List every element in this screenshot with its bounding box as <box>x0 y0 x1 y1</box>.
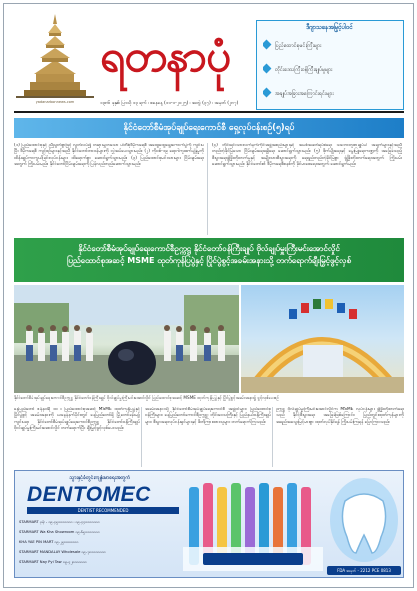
ad-contact-line: STARMART MANDALAY Wholesale ၀၉-၇၈၀၀၀၀၀၀၀ <box>19 550 106 554</box>
lead-column-left: (၁) ပြည်ထောင်စုနှင့် ညီညွတ်စွာဖြင့် လွတ်လပ်၍ တရားမျှတသော ပါတီစုံဒီမိုကရေစီ အထွေထွေရွေးကောက်ပွဲကို ကျင်းပပြီး ဒီမိုကရေစီ ကျင့်စဉ်များနှင့်အညီ နိုင်ငံတော်တာဝန်များကို လွှဲအပ်ပေးသွားမည်။ (၂) ကိုဗစ်-၁၉ ရောဂါကူးစက်ပျံ့နှံ့မှုကို ထိန်းချုပ်ကာကွယ်ခြင်းလုပ်ငန်းများ ထိရောက်စွာ ဆောင်ရွက်သွားမည်။ (၃) ပြည်ထောင်စုမင်းသားများ ငြိမ်းချမ်းရေးအတွက် ကြိုးပမ်းမည်။ နိုင်ငံတော်ငြိမ်းချမ်းရေးကို ပြန်လည်တည်ဆောက်သွားမည်။ <box>14 143 204 168</box>
masthead-title: ရတနာပုံ <box>100 31 231 82</box>
ad-contact-line: STARMART ဖုန်း - ၀၉-၄၅၀၀၀၀၀၀၀ ၊ ၀၉-၄၄၀၀၀၀၀၀၀ <box>19 520 100 524</box>
exhibition-gate-photo[interactable] <box>241 285 404 393</box>
teaser-item[interactable]: ပြည်ထောင်စုမင်းကြီးများ <box>263 39 399 53</box>
ad-contact-line: STARMART Wa Kha Showroom ၀၉-၆၅၀၀၀၀၀၀၀ <box>19 530 100 534</box>
palace-emblem-logo <box>14 12 96 102</box>
main-headline[interactable] <box>14 238 404 282</box>
ad-contact-line: STARMART Nay Pyi Taw ၀၉-၄၂၀၀၀၀၀၀၀ <box>19 560 87 564</box>
ad-tagline: သွားနှင့်ခံတွင်းကျန်းမာရေးအတွက် <box>69 475 131 481</box>
photo-caption: နိုင်ငံတော်စီမံအုပ်ချုပ်ရေးကောင်စီဥက္ကဋ္ဌ နိုင်ငံတော်ဝန်ကြီးချုပ် ဗိုလ်ချုပ်မှူးကြီးမင်းအောင်လှိုင် ပြည်ထောင်စုအဆင့် MSME ထုတ်ကုန်ပြပွဲနှင့် ပြိုင်ပွဲစွင့်အခမ်းအနား၌ ဖွင့်လှစ်ပေးစဉ် <box>14 395 279 400</box>
dateline: ၁၃၈၆ ခုနှစ်၊ ပြာသို ၁၃ ရက် ၊ စနေနေ့ (၁၁-၁-၂၀၂၅) ၊ အတွဲ (၃၇) ၊ အမှတ် (၂၈၇) <box>100 101 239 106</box>
column-divider <box>272 407 273 467</box>
logo-caption: yadanarbonnews.com <box>35 100 75 104</box>
main-story-column-1: နေပြည်တော် ဇန်နဝါရီ ၁၀ ။ ပြည်ထောင်စုအဆင့် MSME ထုတ်ကုန်ပြပွဲနှင့် ပြိုင်ပွဲစွင့် အခမ်းအနားကို ယနေ့နံနက်ပိုင်းတွင် နေပြည်တော်ရှိ မြို့တော်ခန်းမ၌ ကျင်းပရာ နိုင်ငံတော်စီမံအုပ်ချုပ်ရေးကောင်စီဥက္ကဋ္ဌ နိုင်ငံတော်ဝန်ကြီးချုပ် ဗိုလ်ချုပ်မှူးကြီးမင်းအောင်လှိုင် တက်ရောက်ပြီး ချီးမြှင့်ဖွင့်လှစ်ပေးသည်။ <box>14 407 140 432</box>
toothbrush-products-icon <box>183 475 323 575</box>
teaser-item[interactable]: အချုပ်အခြားအကြောင်းရင်းများ <box>263 87 399 101</box>
ad-contact-line: KHA YAE PIN MART ၀၉-၂၅၀၀၀၀၀၀၀ <box>19 540 79 544</box>
diamond-bullet-icon <box>263 40 271 50</box>
ad-brand-logo: DENTOMEC <box>27 483 151 506</box>
main-headline-line2: ပြည်ထောင်စုအဆင့် MSME ထုတ်ကုန်ပြပွဲနှင့် ပြိုင်ပွဲစွင့်အခမ်းအနားသို့ တက်ရောက်ချီးမြှင့်ဖွင့်လှစ် <box>67 256 351 265</box>
diamond-bullet-icon <box>263 64 271 74</box>
ceremony-photo[interactable] <box>14 285 239 393</box>
ad-slogan: DENTIST RECOMMENDED <box>27 507 179 514</box>
lead-column-right: (၄) တိုင်းရင်းသားလက်နက်ကိုင်အဖွဲ့အစည်းများနှင့် အပစ်အခတ်ရပ်စဲရေး သဘောတူစာချုပ်ပါ အချက်များနှင့်အညီ တည်တံ့ခိုင်မြဲသော ငြိမ်းချမ်းရေးရရှိရေး ဆောင်ရွက်သွားမည်။ (၅) စိုက်ပျိုးရေးနှင့် မွေးမြူရေးကဏ္ဍကို အခြေခံသည့် စီးပွားရေးဖွံ့ဖြိုးတိုးတက်မှုနှင့် အမျိုးသားစီးပွားရေးကို ရေရှည်တည်တံ့ခိုင်မြဲစွာ ဖွံ့ဖြိုးတိုးတက်ရေးအတွက် ကြိုးပမ်းဆောင်ရွက်သွားမည်။ နိုင်ငံတော်၏ ဒီမိုကရေစီစနစ်ကို ခိုင်မာစေရေးအတွက် ဆောင်ရွက်မည်။ <box>212 143 402 168</box>
main-story-column-3: ဥက္ကဋ္ဌ ဗိုလ်ချုပ်မှူးကြီးမင်းအောင်လှိုင်က MSME လုပ်ငန်းများ ဖွံ့ဖြိုးတိုးတက်ရေးသည် နိုင်ငံ့စီးပွားရေး အခြေခံဖြစ်ကြောင်း၊ ပြည်တွင်းထုတ်ကုန်များကို အရည်အသွေးမြင့်မားစွာ ထုတ်လုပ်နိုင်ရန် ကြိုးပမ်းကြရန် ပြောကြားသည်။ <box>276 407 404 425</box>
column-divider <box>141 407 142 467</box>
fda-badge: FDA အမှတ် - 2212 PCE 0813 <box>327 566 401 575</box>
inside-teaser-box <box>256 20 404 110</box>
diamond-bullet-icon <box>263 88 271 98</box>
masthead-divider <box>14 111 404 113</box>
tooth-icon <box>327 475 401 565</box>
lead-headline[interactable]: နိုင်ငံတော်စီမံအုပ်ချုပ်ရေးကောင်စီ ရှေ့လုပ်ငန်းစဉ်(၅)ရပ် <box>14 118 404 138</box>
main-story-column-2: အခမ်းအနားသို့ နိုင်ငံတော်စီမံအုပ်ချုပ်ရေးကောင်စီ အဖွဲ့ဝင်များ၊ ပြည်ထောင်စုဝန်ကြီးများ၊ နေပြည်တော်ကောင်စီဥက္ကဋ္ဌ၊ တိုင်းဒေသကြီးနှင့် ပြည်နယ်ဝန်ကြီးချုပ်များ၊ စီးပွားရေးလုပ်ငန်းရှင်များနှင့် ဖိတ်ကြားထားသူများ တက်ရောက်ကြသည်။ <box>145 407 271 425</box>
teaser-item[interactable]: တိုင်းဒေသကြီးဝန်ကြီးချုပ်မှုများ <box>263 63 399 77</box>
dentomec-advertisement[interactable] <box>14 470 404 578</box>
column-divider <box>207 143 208 235</box>
teaser-heading: ဒီဂျာသနေအမြွင့်ပါဝင် <box>306 24 353 31</box>
main-headline-line1: နိုင်ငံတော်စီမံအုပ်ချုပ်ရေးကောင်စီဥက္ကဋ္ဌ နိုင်ငံတော်ဝန်ကြီးချုပ် ဗိုလ်ချုပ်မှူးကြီးမင်းအောင်လှိုင် <box>78 244 340 253</box>
